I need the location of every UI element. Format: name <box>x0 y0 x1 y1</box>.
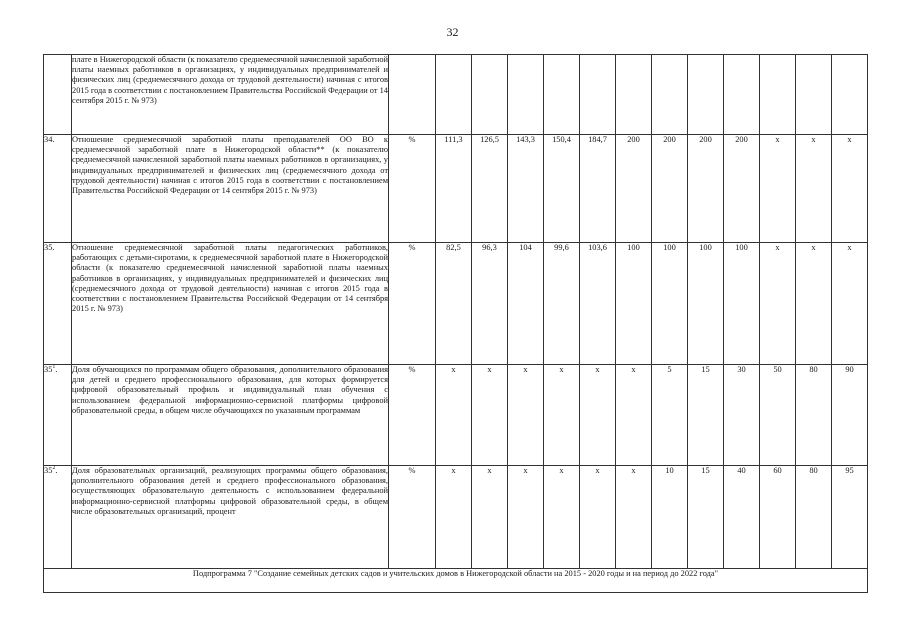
value-cell: x <box>796 243 832 365</box>
value-cell <box>832 55 868 135</box>
page-number: 32 <box>446 25 459 39</box>
row-number-text: 35. <box>44 243 55 252</box>
value-cell: x <box>580 466 616 569</box>
value-cell: x <box>760 243 796 365</box>
value-cell <box>508 55 544 135</box>
row-number: $35^1$. <box>44 365 72 466</box>
row-number <box>44 55 72 135</box>
unit-cell: % <box>389 365 436 466</box>
value-cell: x <box>832 135 868 243</box>
value-cell: x <box>508 365 544 466</box>
value-cell: 90 <box>832 365 868 466</box>
value-cell: x <box>580 365 616 466</box>
value-cell: 80 <box>796 466 832 569</box>
indicator-description: Отношение среднемесячной заработной платы преподавателей ОО ВО к среднемесячной заработной плате в Нижегородской области** (к показателю среднемесячной начисленной заработной платы наемных работников в организациях, у индивидуальных предпринимателей и физических лиц (среднемесячного дохода от трудовой деятельности) начиная с итогов 2015 года в соответствии с постановлением Правительства Российской Федерации от 14 сентября 2015 г. № 973) <box>72 135 389 243</box>
value-cell: 100 <box>652 243 688 365</box>
value-cell: 111,3 <box>436 135 472 243</box>
value-cell: 200 <box>652 135 688 243</box>
value-cell: 184,7 <box>580 135 616 243</box>
value-cell: x <box>832 243 868 365</box>
row-number <box>44 135 72 243</box>
value-cell <box>688 55 724 135</box>
row-number <box>44 243 72 365</box>
table-body <box>44 55 868 593</box>
value-cell: x <box>616 466 652 569</box>
value-cell: 200 <box>724 135 760 243</box>
value-cell: x <box>544 365 580 466</box>
value-cell <box>724 55 760 135</box>
unit-cell <box>389 55 436 135</box>
value-cell: 150,4 <box>544 135 580 243</box>
indicator-description: Доля образовательных организаций, реализующих программы общего образования, дополнительного образования детей и среднего профессионального образования, осуществляющих образовательную деятельность с использованием федеральной информационно-сервисной платформы цифровой образовательной среды, в общем числе образовательных организаций, процент <box>72 466 389 569</box>
unit-cell: % <box>389 243 436 365</box>
value-cell: 80 <box>796 365 832 466</box>
value-cell: 100 <box>688 243 724 365</box>
value-cell: x <box>436 466 472 569</box>
value-cell: 103,6 <box>580 243 616 365</box>
value-cell: 5 <box>652 365 688 466</box>
subprogram-title: Подпрограмма 7 "Создание семейных детских садов и учительских домов в Нижегородской области на 2015 - 2020 годы и на период до 2022 года" <box>44 569 868 593</box>
value-cell: 95 <box>832 466 868 569</box>
value-cell: 200 <box>616 135 652 243</box>
row-number-superscript: 2 <box>52 465 56 472</box>
value-cell: x <box>796 135 832 243</box>
table-row <box>44 466 868 569</box>
unit-cell: % <box>389 135 436 243</box>
value-cell <box>652 55 688 135</box>
value-cell <box>472 55 508 135</box>
subprogram-row <box>44 569 868 593</box>
value-cell: 10 <box>652 466 688 569</box>
row-number-text: 34. <box>44 135 55 144</box>
row-number-text: 35 <box>44 365 53 374</box>
value-cell: 100 <box>616 243 652 365</box>
unit-cell: % <box>389 466 436 569</box>
indicators-table <box>43 54 868 593</box>
table-row <box>44 365 868 466</box>
value-cell: x <box>472 365 508 466</box>
value-cell: 30 <box>724 365 760 466</box>
value-cell <box>544 55 580 135</box>
value-cell <box>616 55 652 135</box>
value-cell: 82,5 <box>436 243 472 365</box>
value-cell <box>796 55 832 135</box>
table-row <box>44 243 868 365</box>
value-cell: x <box>436 365 472 466</box>
value-cell: 143,3 <box>508 135 544 243</box>
row-number: $35^2$. <box>44 466 72 569</box>
value-cell: 96,3 <box>472 243 508 365</box>
indicator-description: Доля обучающихся по программам общего образования, дополнительного образования для детей и среднего профессионального образования, для которых формируется цифровой образовательный профиль и индивидуальный план обучения с использованием федеральной информационно-сервисной платформы цифровой образовательной среды, в общем числе обучающихся по указанным программам <box>72 365 389 466</box>
value-cell: 60 <box>760 466 796 569</box>
value-cell: 100 <box>724 243 760 365</box>
indicator-description: Отношение среднемесячной заработной платы педагогических работников, работающих с детьми-сиротами, к среднемесячной заработной плате в Нижегородской области (к показателю среднемесячной начисленной заработной платы наемных работников в организациях, у индивидуальных предпринимателей и физических лиц (среднемесячного дохода от трудовой деятельности) начиная с итогов 2015 года в соответствии с постановлением Правительства Российской Федерации от 14 сентября 2015 г. № 973) <box>72 243 389 365</box>
table-row <box>44 135 868 243</box>
value-cell: x <box>472 466 508 569</box>
value-cell: x <box>760 135 796 243</box>
row-number-text: 35 <box>44 466 53 475</box>
value-cell: x <box>508 466 544 569</box>
value-cell: 126,5 <box>472 135 508 243</box>
value-cell <box>760 55 796 135</box>
value-cell: x <box>544 466 580 569</box>
value-cell: x <box>616 365 652 466</box>
value-cell: 104 <box>508 243 544 365</box>
value-cell <box>436 55 472 135</box>
value-cell: 15 <box>688 365 724 466</box>
value-cell: 40 <box>724 466 760 569</box>
table-row <box>44 55 868 135</box>
value-cell <box>580 55 616 135</box>
value-cell: 200 <box>688 135 724 243</box>
value-cell: 99,6 <box>544 243 580 365</box>
value-cell: 50 <box>760 365 796 466</box>
row-number-superscript: 1 <box>52 364 56 371</box>
value-cell: 15 <box>688 466 724 569</box>
indicator-description: плате в Нижегородской области (к показателю среднемесячной начисленной заработной платы наемных работников в организациях, у индивидуальных предпринимателей и физических лиц (среднемесячного дохода от трудовой деятельности) начиная с итогов 2015 года в соответствии с постановлением Правительства Российской Федерации от 14 сентября 2015 г. № 973) <box>72 55 389 135</box>
